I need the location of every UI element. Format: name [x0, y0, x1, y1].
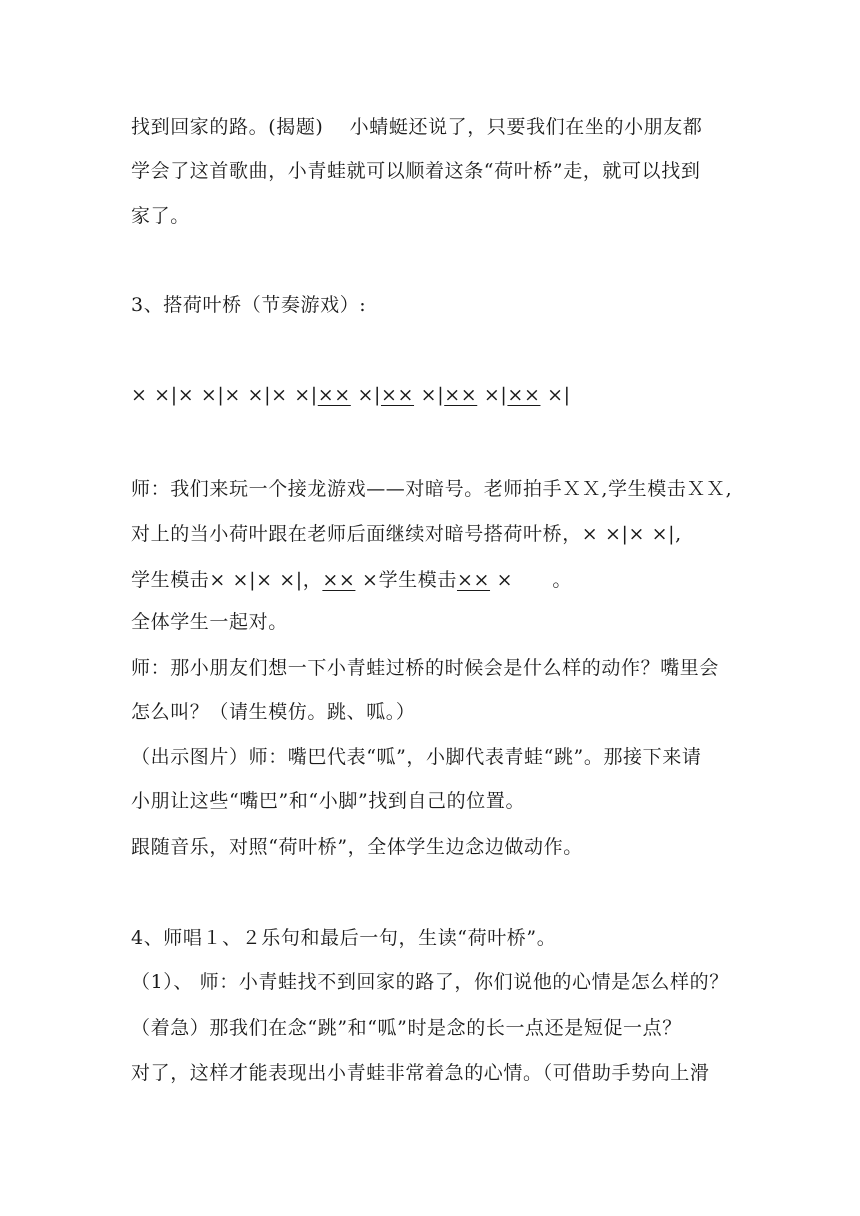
game-line: 师：我们来玩一个接龙游戏——对暗号。老师拍手ＸＸ,学生模击ＸＸ,: [131, 478, 733, 500]
section-4-line: （1）、 师：小青蛙找不到回家的路了，你们说他的心情是怎么样的？: [131, 971, 729, 993]
picture-line: 小朋让这些“嘴巴”和“小脚”找到自己的位置。: [131, 790, 526, 812]
rhythm-pairs: ×× ×|×× ×|×× ×|×× ×|: [317, 384, 571, 406]
section-3-heading: 3、搭荷叶桥（节奏游戏）:: [131, 294, 367, 316]
question-line: 师：那小朋友们想一下小青蛙过桥的时候会是什么样的动作？嘴里会: [131, 657, 720, 679]
section-4-line: 对了，这样才能表现出小青蛙非常着急的心情。（可借助手势向上滑: [131, 1062, 710, 1084]
rhythm-pattern: [131, 386, 571, 405]
game-line: 学生模击× ×|× ×|，×× ×学生模击×× × 。: [131, 569, 572, 591]
picture-line: （出示图片）师：嘴巴代表“呱”，小脚代表青蛙“跳”。那接下来请: [131, 746, 702, 768]
paragraph-line: 找到回家的路。(揭题) 小蜻蜓还说了，只要我们在坐的小朋友都: [131, 116, 703, 138]
section-4-line: （着急）那我们在念“跳”和“呱”时是念的长一点还是短促一点？: [131, 1017, 682, 1039]
game-line: 全体学生一起对。: [131, 611, 288, 633]
music-line: 跟随音乐，对照“荷叶桥”，全体学生边念边做动作。: [131, 836, 583, 858]
section-4-heading: 4、师唱１、２乐句和最后一句，生读“荷叶桥”。: [131, 927, 557, 949]
rhythm-simple: × ×|× ×|× ×|× ×|: [131, 384, 318, 406]
paragraph-line: 家了。: [131, 205, 190, 227]
question-line: 怎么叫？（请生模仿。跳、呱。）: [131, 701, 416, 723]
game-line: 对上的当小荷叶跟在老师后面继续对暗号搭荷叶桥，× ×|× ×|,: [131, 523, 682, 545]
paragraph-line: 学会了这首歌曲，小青蛙就可以顺着这条“荷叶桥”走，就可以找到: [131, 160, 701, 182]
